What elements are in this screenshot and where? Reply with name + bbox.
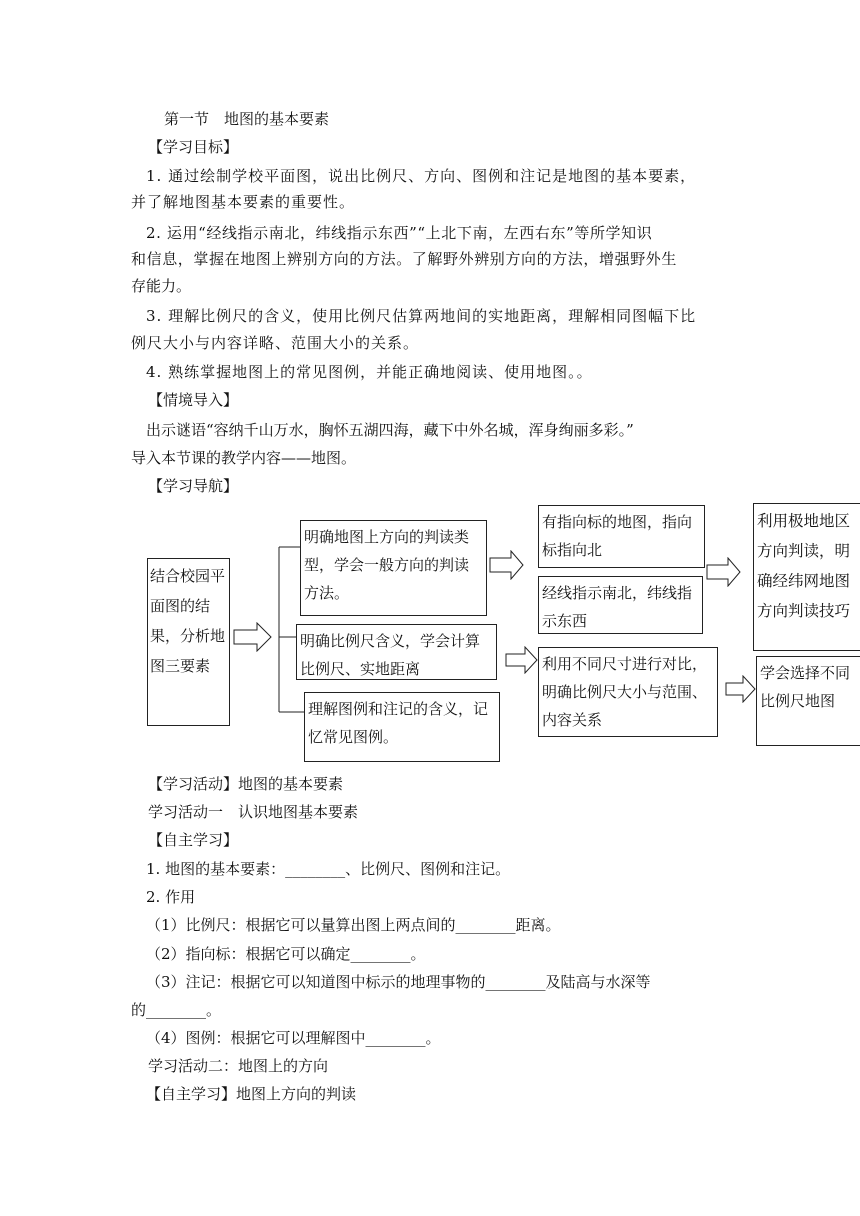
- question-2: 2. 作用: [146, 888, 196, 906]
- diagram-grid-box: 经线指示南北，纬线指示东西: [538, 576, 703, 634]
- activity-heading: 【学习活动】地图的基本要素: [148, 775, 344, 793]
- goal-2-line-1: 2. 运用“经线指示南北，纬线指示东西”“上北下南，左西右东”等所学知识: [146, 224, 653, 242]
- intro-line-1: 出示谜语“容纳千山万水，胸怀五湖四海，藏下中外名城，浑身绚丽多彩。”: [146, 421, 634, 439]
- arrow-compass-icon: [706, 557, 742, 587]
- diagram-scale-box: 明确比例尺含义，学会计算比例尺、实地距离: [296, 624, 497, 680]
- diagram-compare-box: 利用不同尺寸进行对比，明确比例尺大小与范围、内容关系: [538, 647, 718, 737]
- question-2-4: （4）图例：根据它可以理解图中________。: [146, 1029, 441, 1047]
- intro-line-2: 导入本节课的教学内容——地图。: [131, 449, 357, 467]
- goal-1-line-2: 并了解地图基本要素的重要性。: [131, 193, 356, 211]
- question-2-1: （1）比例尺：根据它可以量算出图上两点间的________距离。: [146, 916, 561, 934]
- diagram-direction-box: 明确地图上方向的判读类型，学会一般方向的判读方法。: [300, 520, 487, 616]
- self-study-2-heading: 【自主学习】地图上方向的判读: [146, 1085, 357, 1103]
- goal-2-line-2: 和信息，掌握在地图上辨别方向的方法。了解野外辨别方向的方法，增强野外生: [131, 250, 678, 268]
- intro-heading: 【情境导入】: [148, 391, 239, 409]
- nav-heading: 【学习导航】: [148, 477, 239, 495]
- diagram-root-box: 结合校园平面图的结果，分析地图三要素: [147, 558, 230, 726]
- arrow-direction-icon: [489, 550, 525, 580]
- goal-1-line-1: 1. 通过绘制学校平面图，说出比例尺、方向、图例和注记是地图的基本要素，: [146, 167, 697, 185]
- activity-1-title: 学习活动一 认识地图基本要素: [148, 803, 359, 821]
- self-study-heading: 【自主学习】: [148, 831, 239, 849]
- diagram-choose-box: 学会选择不同比例尺地图: [756, 656, 860, 746]
- goal-3-line-1: 3. 理解比例尺的含义，使用比例尺估算两地间的实地距离，理解相同图幅下比: [146, 307, 697, 325]
- question-2-2: （2）指向标：根据它可以确定________。: [146, 945, 426, 963]
- goals-heading: 【学习目标】: [148, 138, 239, 156]
- arrow-compare-icon: [725, 675, 757, 703]
- goal-4-line-1: 4. 熟练掌握地图上的常见图例，并能正确地阅读、使用地图。。: [146, 363, 593, 381]
- arrow-root-icon: [233, 622, 273, 652]
- question-2-3-line-1: （3）注记：根据它可以知道图中标示的地理事物的________及陆高与水深等: [146, 973, 651, 991]
- page-title: 第一节 地图的基本要素: [164, 110, 330, 128]
- diagram-compass-box: 有指向标的地图，指向标指向北: [538, 505, 705, 568]
- diagram-legend-box: 理解图例和注记的含义，记忆常见图例。: [304, 692, 500, 762]
- activity-2-title: 学习活动二：地图上的方向: [148, 1057, 329, 1075]
- arrow-scale-icon: [505, 646, 539, 674]
- diagram-polar-box: 利用极地地区方向判读，明确经纬网地图方向判读技巧: [753, 503, 860, 651]
- question-2-3-line-2: 的________。: [131, 1001, 222, 1019]
- question-1: 1. 地图的基本要素：________、比例尺、图例和注记。: [146, 860, 511, 878]
- goal-3-line-2: 例尺大小与内容详略、范围大小的关系。: [131, 334, 420, 352]
- goal-2-line-3: 存能力。: [131, 277, 192, 295]
